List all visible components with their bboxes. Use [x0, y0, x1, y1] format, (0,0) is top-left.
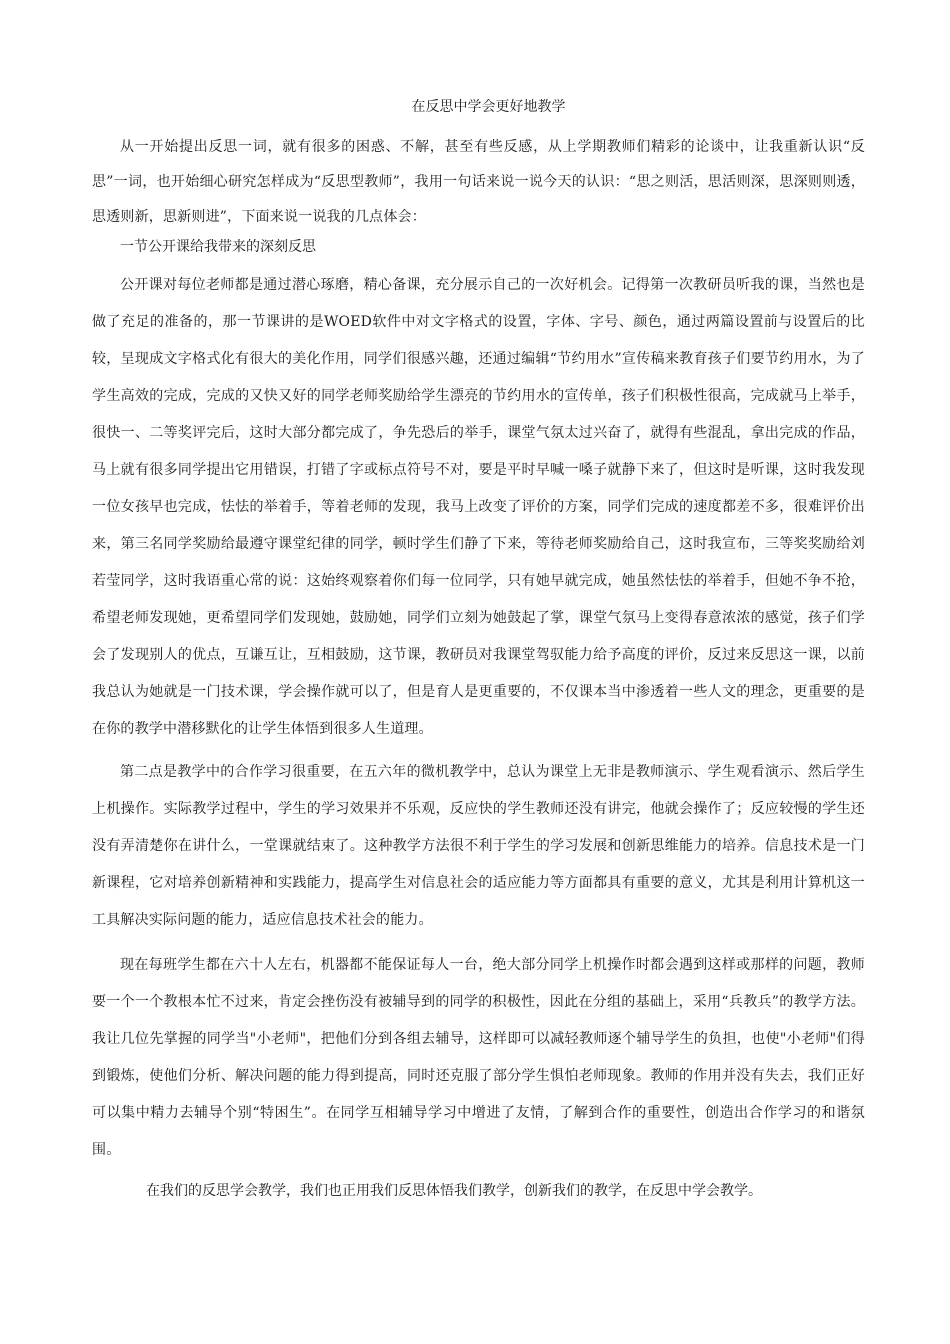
body-paragraph-2: 第二点是教学中的合作学习很重要，在五六年的微机教学中，总认为课堂上无非是教师演示、学生观看演示、然后学生上机操作。实际教学过程中，学生的学习效果并不乐观，反应快的学生教师还没有讲完，他就会操作了；反应较慢的学生还没有弄清楚你在讲什么，一堂课就结束了。这种教学方法很不利于学生的学习发展和创新思维能力的培养。信息技术是一门新课程，它对培养创新精神和实践能力，提高学生对信息社会的适应能力等方面都具有重要的意义，尤其是利用计算机这一工具解决实际问题的能力，适应信息技术社会的能力。 [92, 764, 865, 928]
closing-paragraph: 在我们的反思学会教学，我们也正用我们反思体悟我们教学，创新我们的教学，在反思中学会教学。 [146, 1183, 762, 1199]
document-page [92, 96, 865, 1203]
paragraph-spacer [92, 939, 865, 947]
body-paragraph-3: 现在每班学生都在六十人左右，机器都不能保证每人一台，绝大部分同学上机操作时都会遇到这样或那样的问题，教师要一个一个教根本忙不过来，肯定会挫伤没有被辅导到的同学的积极性，因此在分组的基础上，采用“兵教兵”的教学方法。我让几位先掌握的同学当"小老师"，把他们分到各组去辅导，这样即可以减轻教师逐个辅导学生的负担，也使"小老师"们得到锻炼，使他们分析、解决问题的能力得到提高，同时还克服了部分学生惧怕老师现象。教师的作用并没有失去，我们正好可以集中精力去辅导个别“特困生”。在同学互相辅导学习中增进了友情，了解到合作的重要性，创造出合作学习的和谐氛围。 [92, 957, 865, 1158]
section-heading: 一节公开课给我带来的深刻反思 [120, 239, 316, 255]
body-paragraph-1: 公开课对每位老师都是通过潜心琢磨，精心备课，充分展示自己的一次好机会。记得第一次教研员听我的课，当然也是做了充足的准备的，那一节课讲的是WOED软件中对文字格式的设置，字体、字号、颜色，通过两篇设置前与设置后的比较，呈现成文字格式化有很大的美化作用，同学们很感兴趣，还通过编辑“节约用水”宣传稿来教育孩子们要节约用水，为了学生高效的完成，完成的又快又好的同学老师奖励给学生漂亮的节约用水的宣传单，孩子们积极性很高，完成就马上举手，很快一、二等奖评完后，这时大部分都完成了，争先恐后的举手，课堂气氛太过兴奋了，就得有些混乱，拿出完成的作品，马上就有很多同学提出它用错误，打错了字或标点符号不对，要是平时早喊一嗓子就静下来了，但这时是听课，这时我发现一位女孩早也完成，怯怯的举着手，等着老师的发现，我马上改变了评价的方案，同学们完成的速度都差不多，很难评价出来，第三名同学奖励给最遵守课堂纪律的同学，顿时学生们静了下来，等待老师奖励给自己，这时我宣布，三等奖奖励给刘若莹同学，这时我语重心常的说：这始终观察着你们每一位同学，只有她早就完成，她虽然怯怯的举着手，但她不争不抢，希望老师发现她，更希望同学们发现她，鼓励她，同学们立刻为她鼓起了掌，课堂气氛马上变得春意浓浓的感觉，孩子们学会了发现别人的优点，互谦互让，互相鼓励，这节课，教研员对我课堂驾驭能力给予高度的评价，反过来反思这一课，以前我总认为她就是一门技术课，学会操作就可以了，但是育人是更重要的，不仅课本当中渗透着一些人文的理念，更重要的是在你的教学中潜移默化的让学生体悟到很多人生道理。 [92, 277, 865, 737]
intro-paragraph: 从一开始提出反思一词，就有很多的困惑、不解，甚至有些反感，从上学期教师们精彩的论谈中，让我重新认识“反思”一词，也开始细心研究怎样成为“反思型教师”，我用一句话来说一说今天的认识：“思之则活，思活则深，思深则则透，思透则新，思新则进”，下面来说一说我的几点体会： [92, 139, 865, 225]
document-title: 在反思中学会更好地教学 [411, 99, 566, 115]
